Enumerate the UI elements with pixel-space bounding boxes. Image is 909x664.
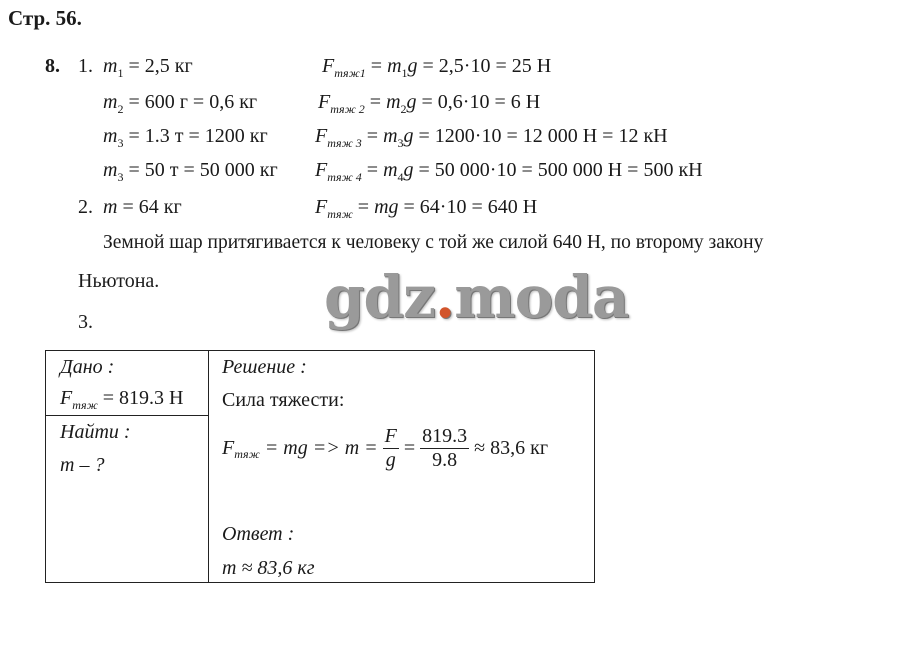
fraction-numeric: $\frac{819.3}{9.8}$ (422, 425, 468, 471)
najti-label: Найти : (60, 421, 131, 443)
part2-number: 2. (78, 196, 93, 218)
force-row-1: $F_{тяж1} = m_1g = 2,5\cdot 10 = 25$ Н (322, 55, 552, 80)
find-expression: m – ? (60, 454, 105, 476)
task-number: 8. (45, 55, 60, 77)
fraction-f-over-g: $\frac{F}{g}$ (384, 425, 397, 471)
force-row-3: $F_{тяж 3} = m_3g = 1200\cdot 10 = 12$ 000 Н = 12 кН (315, 125, 668, 150)
page-label: Стр. 56. (8, 6, 82, 30)
reshenie-label: Решение : (222, 356, 307, 378)
given-value: $F_{тяж} = 819.3$ Н (60, 387, 184, 412)
mass-row-1: $m_1 = 2,5$ кг (103, 55, 193, 80)
formula-name: Сила тяжести: (222, 389, 345, 411)
part1-number: 1. (78, 55, 93, 77)
solution-table (45, 350, 595, 583)
part2-force: $F_{тяж}$ = mg = 64·10 = 640 Н (315, 196, 538, 221)
mass-row-3: $m_3 = 1.3$ т = 1200 кг (103, 125, 268, 150)
answer-expression: m ≈ 83,6 кг (222, 557, 315, 579)
force-row-2: $F_{тяж 2} = m_2g = 0,6\cdot 10 = 6$ Н (318, 91, 541, 116)
table-divider-horizontal (46, 415, 208, 416)
watermark-logo: gdz.moda (324, 263, 629, 331)
force-row-4: $F_{тяж 4} = m_4g = 50$ 000·10 = 500 000 Н = 500 кН (315, 159, 703, 184)
solution-equation: $F_{тяж}$ = mg => m = $\frac{F}{g}$ = $\frac{819.3}{9.8}$ ≈ 83,6 кг (222, 425, 549, 471)
mass-row-4: $m_3 = 50$ т = 50 000 кг (103, 159, 278, 184)
part2-text-line1: Земной шар притягивается к человеку с той же силой 640 Н, по второму закону (103, 232, 764, 253)
part3-number: 3. (78, 311, 93, 333)
otvet-label: Ответ : (222, 523, 295, 545)
mass-row-2: $m_2 = 600$ г = 0,6 кг (103, 91, 258, 116)
dano-label: Дано : (60, 356, 115, 378)
part2-text-line2: Ньютона. (78, 270, 160, 292)
table-divider-vertical (208, 351, 209, 583)
part2-mass: m = 64 кг (103, 196, 182, 218)
